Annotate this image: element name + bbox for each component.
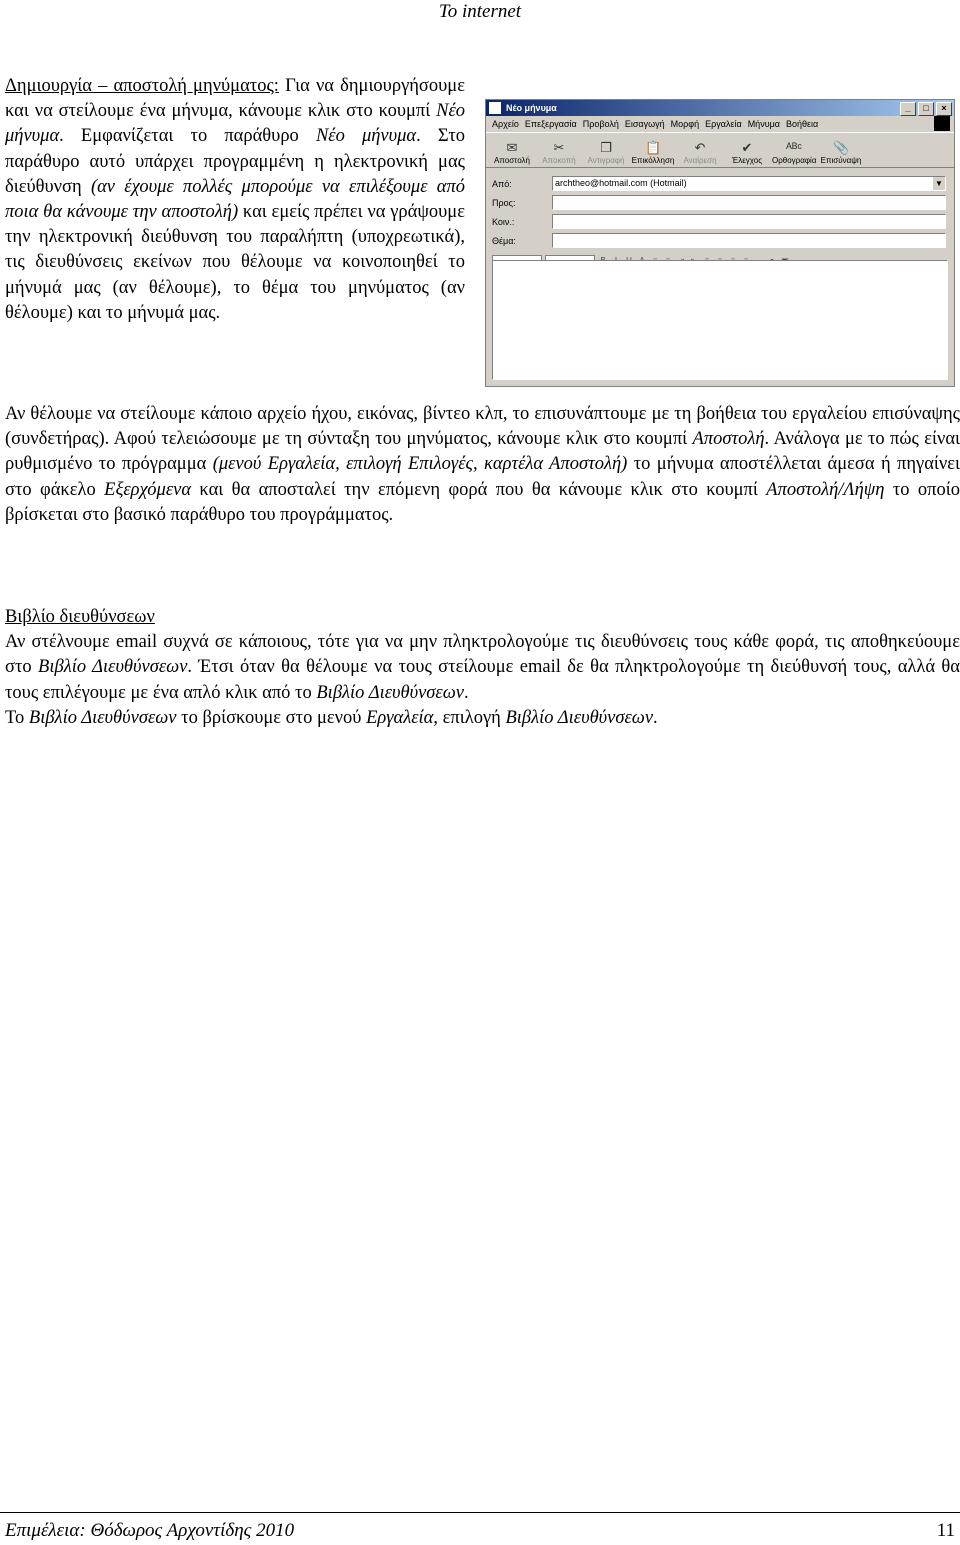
text-em: Βιβλίο Διευθύνσεων <box>505 707 654 728</box>
undo-button[interactable] <box>678 141 722 165</box>
section-heading: Βιβλίο διευθύνσεων <box>5 607 155 627</box>
text-em: Αποστολή/Λήψη <box>766 479 885 500</box>
message-body[interactable] <box>492 260 948 380</box>
menubar <box>486 116 954 133</box>
text: . Ανάλογα με το πώς είναι ρυθμισμένο το πρόγραμμα <box>5 429 960 475</box>
windows-logo-icon <box>934 116 950 131</box>
text-em: Βιβλίο Διευθύνσεων <box>38 657 188 678</box>
close-button[interactable]: × <box>936 102 952 116</box>
envelope-icon <box>489 102 501 114</box>
text-em: Νέο μήνυμα <box>5 101 465 147</box>
text: και εμείς πρέπει να γράψουμε την ηλεκτρονική διεύθυνση του παραλήπτη (υποχρεωτικά), τις διευθύνσεις εκείνων που θέλουμε να κοινοποιηθεί το μήνυμά μας (αν θέλουμε), το θέμα του μηνύματος (αν θέλουμε) και το μήνυμά μας. <box>5 202 465 323</box>
text: το βρίσκουμε στο μενού <box>176 707 367 728</box>
text-em: (αν έχουμε πολλές μπορούμε να επιλέξουμε από ποια θα κάνουμε την αποστολή) <box>5 176 465 223</box>
page-header: To internet <box>438 1 522 22</box>
menu-tools[interactable]: Εργαλεία <box>705 119 742 129</box>
window-titlebar <box>486 100 954 116</box>
menu-insert[interactable]: Εισαγωγή <box>624 119 665 129</box>
paste-button[interactable] <box>631 141 675 165</box>
paste-icon: 📋 <box>645 140 662 155</box>
text: Αν θέλουμε να στείλουμε κάποιο αρχείο ήχου, εικόνας, βίντεο κλπ, το επισυνάπτουμε με τη βοήθεια του εργαλείου επισύναψης (συνδετήρας). Αφού τελειώσουμε με τη σύνταξη του μηνύματος, κάνουμε κλικ στο κουμπί <box>5 404 960 450</box>
to-label[interactable]: Προς: <box>492 197 516 208</box>
scissors-icon: ✂ <box>553 140 565 155</box>
menu-file[interactable]: Αρχείο <box>492 119 519 129</box>
window-title: Νέο μήνυμα <box>506 103 557 113</box>
cut-button[interactable] <box>537 141 581 165</box>
chevron-down-icon: ▼ <box>933 177 945 190</box>
text-em: Βιβλίο Διευθύνσεων <box>28 707 177 728</box>
paperclip-icon: 📎 <box>833 140 850 155</box>
text: Για να δημιουργήσουμε και να στείλουμε ένα μήνυμα, κάνουμε κλικ στο κουμπί <box>5 76 465 122</box>
section-create-message <box>5 74 465 326</box>
attach-button[interactable] <box>819 141 863 165</box>
check-names-icon: ✔ <box>741 140 753 155</box>
cc-field[interactable] <box>552 214 946 229</box>
text: Αν στέλνουμε email συχνά σε κάποιους, τότε για να μην πληκτρολογούμε τις διευθύνσεις τους κάθε φορά, τις αποθηκεύουμε στο <box>5 632 960 678</box>
maximize-button[interactable]: □ <box>918 102 934 116</box>
from-value: archtheo@hotmail.com (Hotmail) <box>555 178 687 188</box>
text-em: Εργαλεία <box>366 707 434 728</box>
attach-label: Επισύναψη <box>820 156 862 165</box>
paragraph <box>5 630 960 706</box>
undo-label: Αναίρεση <box>683 156 717 165</box>
section-create-message-cont <box>5 402 960 528</box>
paragraph <box>5 706 960 731</box>
to-field[interactable] <box>552 195 946 210</box>
paste-label: Επικόλληση <box>631 156 675 165</box>
text-em: Βιβλίο Διευθύνσεων <box>316 682 464 703</box>
text: και θα αποσταλεί την επόμενη φορά που θα κάνουμε κλικ στο κουμπί <box>191 479 767 500</box>
send-label: Αποστολή <box>494 156 530 165</box>
text: Το <box>5 707 29 728</box>
undo-icon: ↶ <box>694 140 706 155</box>
footer-author: Επιμέλεια: Θόδωρος Αρχοντίδης 2010 <box>5 1520 295 1541</box>
menu-message[interactable]: Μήνυμα <box>747 119 781 129</box>
copy-button[interactable] <box>584 141 628 165</box>
spelling-label: Ορθογραφία <box>772 156 817 165</box>
subject-label: Θέμα: <box>492 235 516 246</box>
cc-label[interactable]: Κοιν.: <box>492 216 515 227</box>
menu-help[interactable]: Βοήθεια <box>786 119 819 129</box>
new-message-window <box>485 99 955 387</box>
copy-icon: ❐ <box>600 140 612 155</box>
from-select[interactable] <box>552 176 946 191</box>
send-button[interactable] <box>490 141 534 165</box>
text: . <box>463 682 469 703</box>
menu-edit[interactable]: Επεξεργασία <box>524 119 577 129</box>
menu-format[interactable]: Μορφή <box>670 119 700 129</box>
text-em: (μενού Εργαλεία, επιλογή Επιλογές, καρτέλα Αποστολή) <box>212 454 628 475</box>
text: . Στο παράθυρο αυτό υπάρχει προγραμμένη η ηλεκτρονική μας διεύθυνση <box>5 126 466 197</box>
subject-field[interactable] <box>552 233 946 248</box>
section-address-book <box>5 605 960 731</box>
message-fields <box>486 168 954 250</box>
text: . Έτσι όταν θα θέλουμε να τους στείλουμε email δε θα πληκτρολογούμε τη διεύθυνσή τους, αλλά θα τους επιλέγουμε με ένα απλό κλικ από το <box>5 657 960 703</box>
check-label: Έλεγχος <box>731 156 763 165</box>
text-em: Εξερχόμενα <box>104 479 192 500</box>
toolbar <box>486 133 954 168</box>
check-button[interactable] <box>725 141 769 165</box>
send-icon: ✉ <box>506 140 518 155</box>
page-number: 11 <box>936 1520 955 1541</box>
minimize-button[interactable]: _ <box>900 102 916 116</box>
menu-view[interactable]: Προβολή <box>582 119 619 129</box>
text: , επιλογή <box>433 707 506 728</box>
text: το μήνυμα αποστέλλεται άμεσα ή πηγαίνει στο φάκελο <box>5 454 960 500</box>
text: . <box>653 707 658 728</box>
footer-divider <box>0 1512 960 1513</box>
text: . Εμφανίζεται το παράθυρο <box>59 126 316 147</box>
copy-label: Αντιγραφή <box>587 156 625 165</box>
text: το οποίο βρίσκεται στο βασικό παράθυρο του προγράμματος. <box>5 479 960 525</box>
text-em: Νέο μήνυμα <box>315 126 417 147</box>
from-label: Από: <box>492 178 512 189</box>
cut-label: Αποκοπή <box>542 156 576 165</box>
text-em: Αποστολή <box>692 429 765 450</box>
spelling-button[interactable] <box>772 141 816 165</box>
section-heading: Δημιουργία – αποστολή μηνύματος: <box>5 76 279 96</box>
spelling-icon: ᴬᴮᶜ <box>786 140 802 155</box>
